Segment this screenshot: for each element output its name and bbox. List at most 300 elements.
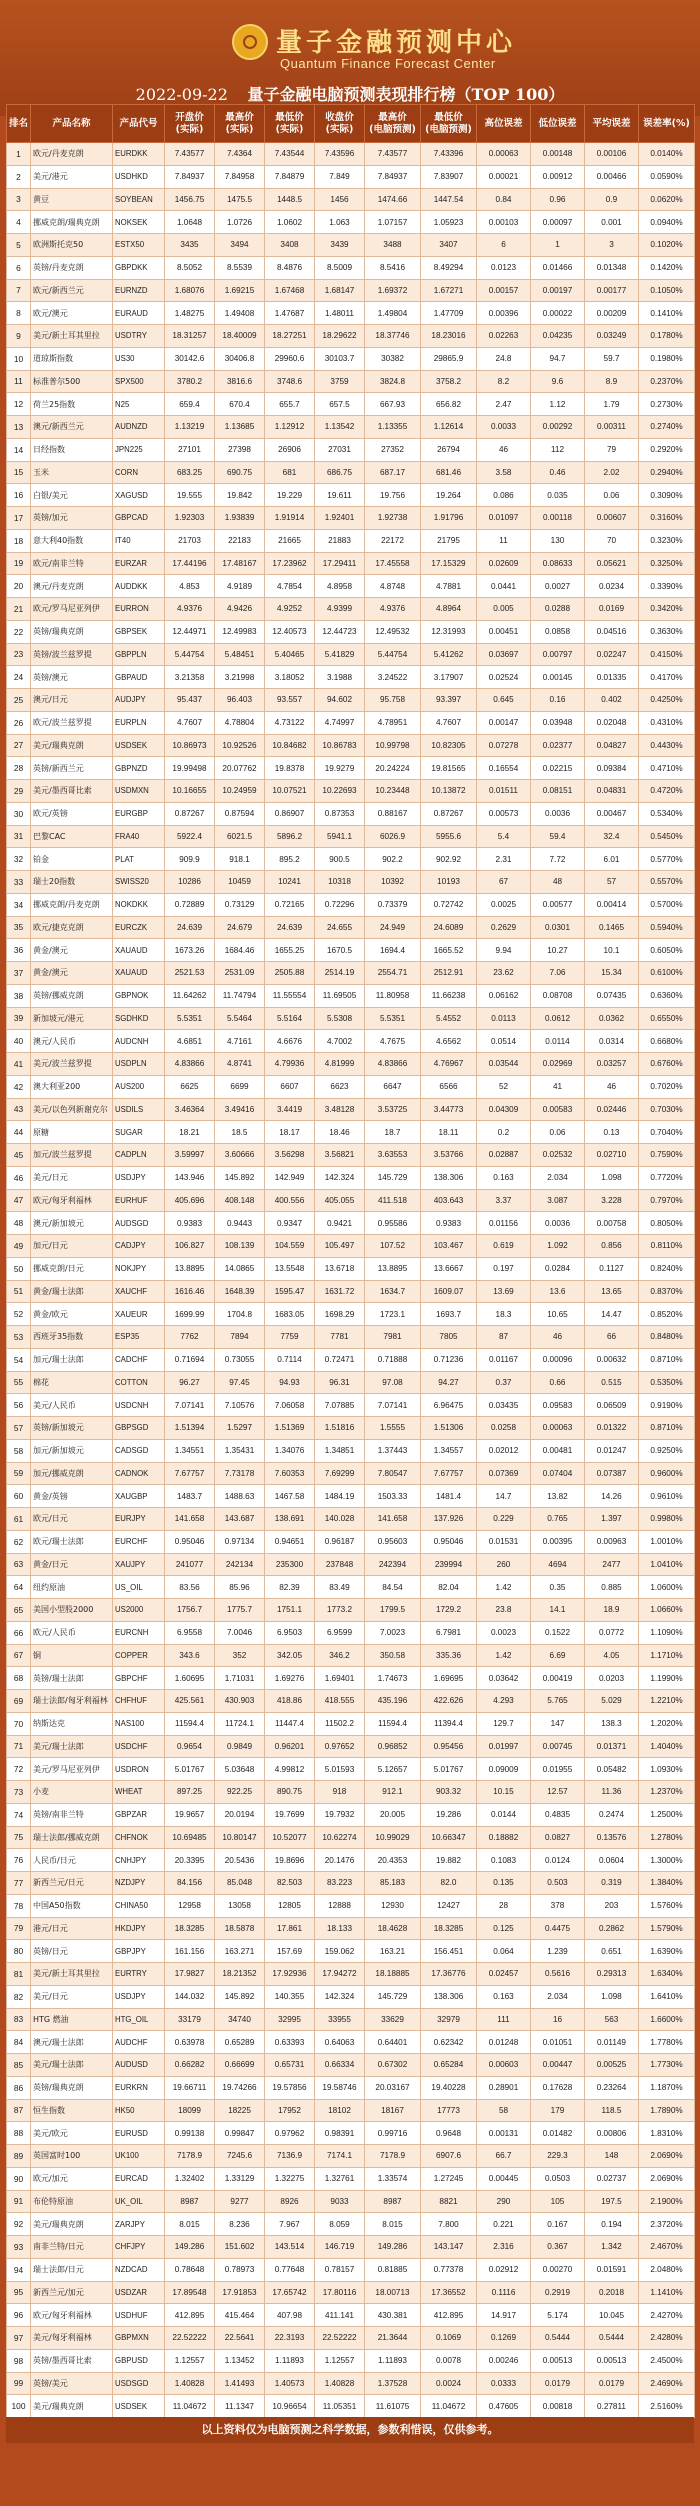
- table-cell: 0.04516: [585, 620, 639, 643]
- table-cell: 恒生指数: [31, 2099, 113, 2122]
- table-cell: 1.3000%: [639, 1849, 695, 1872]
- table-cell: 19.7699: [265, 1803, 315, 1826]
- table-cell: 3.37: [477, 1189, 531, 1212]
- table-cell: 32979: [421, 2008, 477, 2031]
- table-cell: 3.18052: [265, 666, 315, 689]
- table-cell: 67: [7, 1644, 31, 1667]
- table-cell: 0.1050%: [639, 279, 695, 302]
- table-cell: 1.07157: [365, 211, 421, 234]
- table-cell: 新西兰元/日元: [31, 1872, 113, 1895]
- table-row: [7, 1394, 695, 1417]
- table-cell: 0.01955: [531, 1758, 585, 1781]
- table-cell: 4.8741: [215, 1053, 265, 1076]
- table-row: [7, 461, 695, 484]
- table-cell: 英镑/加元: [31, 507, 113, 530]
- table-cell: 342.05: [265, 1644, 315, 1667]
- table-cell: 430.903: [215, 1690, 265, 1713]
- table-cell: 0.02446: [585, 1098, 639, 1121]
- table-cell: 83: [7, 2008, 31, 2031]
- table-cell: 18.5878: [215, 1917, 265, 1940]
- table-cell: 1799.5: [365, 1599, 421, 1622]
- table-row: [7, 666, 695, 689]
- table-cell: 22.5641: [215, 2327, 265, 2350]
- table-cell: 5.174: [531, 2304, 585, 2327]
- table-cell: 563: [585, 2008, 639, 2031]
- table-cell: 0.9600%: [639, 1462, 695, 1485]
- table-cell: 5.41262: [421, 643, 477, 666]
- table-cell: 352: [215, 1644, 265, 1667]
- table-cell: 18.21352: [215, 1963, 265, 1986]
- table-cell: 57: [585, 871, 639, 894]
- table-cell: 0.00246: [477, 2349, 531, 2372]
- table-row: [7, 734, 695, 757]
- table-cell: 0.8710%: [639, 1348, 695, 1371]
- table-cell: 1684.46: [215, 939, 265, 962]
- table-cell: 1456.75: [165, 188, 215, 211]
- table-cell: 2: [7, 165, 31, 188]
- table-cell: 0.0441: [477, 575, 531, 598]
- table-cell: 0.3230%: [639, 529, 695, 552]
- table-cell: 3748.6: [265, 370, 315, 393]
- table-cell: 铂金: [31, 848, 113, 871]
- table-cell: 0.7720%: [639, 1166, 695, 1189]
- table-cell: 10.92526: [215, 734, 265, 757]
- table-cell: 3824.8: [365, 370, 421, 393]
- table-cell: 0.78648: [165, 2258, 215, 2281]
- table-cell: 85.048: [215, 1872, 265, 1895]
- table-row: [7, 2167, 695, 2190]
- table-cell: 18099: [165, 2099, 215, 2122]
- table-cell: 美元/日元: [31, 1985, 113, 2008]
- table-cell: 0.17628: [531, 2076, 585, 2099]
- table-cell: 24.8: [477, 347, 531, 370]
- table-cell: 10.82305: [421, 734, 477, 757]
- table-cell: 0.6760%: [639, 1053, 695, 1076]
- table-cell: 17.36776: [421, 1963, 477, 1986]
- table-cell: 0.8240%: [639, 1257, 695, 1280]
- table-cell: SUGAR: [113, 1121, 165, 1144]
- table-cell: 英镑/瑞典克朗: [31, 620, 113, 643]
- table-cell: 6.9503: [265, 1621, 315, 1644]
- table-row: [7, 2236, 695, 2259]
- table-cell: 美元/瑞典克朗: [31, 734, 113, 757]
- table-cell: 75: [7, 1826, 31, 1849]
- table-cell: USDTRY: [113, 325, 165, 348]
- table-cell: SPX500: [113, 370, 165, 393]
- table-row: [7, 962, 695, 985]
- table-cell: 435.196: [365, 1690, 421, 1713]
- table-cell: 10.52077: [265, 1826, 315, 1849]
- table-cell: 0.88167: [365, 802, 421, 825]
- table-cell: 0.4150%: [639, 643, 695, 666]
- table-cell: 0.09009: [477, 1758, 531, 1781]
- table-row: [7, 1417, 695, 1440]
- table-cell: 1.92303: [165, 507, 215, 530]
- table-cell: 20.07762: [215, 757, 265, 780]
- table-cell: 7894: [215, 1326, 265, 1349]
- table-cell: 2.0480%: [639, 2258, 695, 2281]
- table-row: [7, 279, 695, 302]
- table-cell: 1.0726: [215, 211, 265, 234]
- table-cell: 5.029: [585, 1690, 639, 1713]
- table-cell: 8.015: [165, 2213, 215, 2236]
- table-cell: NAS100: [113, 1712, 165, 1735]
- table-cell: 0.3090%: [639, 484, 695, 507]
- table-row: [7, 1781, 695, 1804]
- table-cell: 美元/瑞典克朗: [31, 2213, 113, 2236]
- table-cell: 0.4170%: [639, 666, 695, 689]
- table-cell: 0.00466: [585, 165, 639, 188]
- table-cell: SGDHKD: [113, 1007, 165, 1030]
- table-row: [7, 1621, 695, 1644]
- table-cell: 20.3395: [165, 1849, 215, 1872]
- table-cell: 4.9399: [315, 598, 365, 621]
- table-row: [7, 1280, 695, 1303]
- table-cell: 69: [7, 1690, 31, 1713]
- table-cell: 4.8748: [365, 575, 421, 598]
- table-cell: 0.73055: [215, 1348, 265, 1371]
- table-cell: 12.31993: [421, 620, 477, 643]
- table-cell: 0.00103: [477, 211, 531, 234]
- table-cell: 1729.2: [421, 1599, 477, 1622]
- table-cell: 0.0169: [585, 598, 639, 621]
- table-cell: 1756.7: [165, 1599, 215, 1622]
- table-cell: 18.00713: [365, 2281, 421, 2304]
- table-row: [7, 1508, 695, 1531]
- table-cell: 英镑/挪威克朗: [31, 984, 113, 1007]
- table-cell: 1.098: [585, 1985, 639, 2008]
- table-cell: FRA40: [113, 825, 165, 848]
- table-cell: 0.9648: [421, 2122, 477, 2145]
- table-cell: 3435: [165, 234, 215, 257]
- table-cell: 405.055: [315, 1189, 365, 1212]
- table-cell: 0.00513: [531, 2349, 585, 2372]
- table-row: [7, 1189, 695, 1212]
- table-cell: 6607: [265, 1075, 315, 1098]
- table-cell: 687.17: [365, 461, 421, 484]
- table-row: [7, 2145, 695, 2168]
- table-cell: 17.65742: [265, 2281, 315, 2304]
- table-cell: 18.18885: [365, 1963, 421, 1986]
- table-cell: 7.73178: [215, 1462, 265, 1485]
- table-cell: 6.69: [531, 1644, 585, 1667]
- table-cell: 0.167: [531, 2213, 585, 2236]
- table-cell: 3488: [365, 234, 421, 257]
- table-cell: SOYBEAN: [113, 188, 165, 211]
- table-cell: 260: [477, 1553, 531, 1576]
- table-cell: 美元/墨西哥比索: [31, 780, 113, 803]
- table-cell: 28: [477, 1894, 531, 1917]
- table-row: [7, 1326, 695, 1349]
- table-cell: 1.1990%: [639, 1667, 695, 1690]
- table-cell: 0.0314: [585, 1030, 639, 1053]
- table-cell: 0.7970%: [639, 1189, 695, 1212]
- table-cell: 1: [7, 143, 31, 166]
- table-cell: 6026.9: [365, 825, 421, 848]
- table-cell: 0.005: [477, 598, 531, 621]
- table-cell: 65: [7, 1599, 31, 1622]
- table-cell: 3.49416: [215, 1098, 265, 1121]
- table-cell: 1.0930%: [639, 1758, 695, 1781]
- table-cell: 1.12614: [421, 416, 477, 439]
- table-cell: 657.5: [315, 393, 365, 416]
- table-cell: 103.467: [421, 1235, 477, 1258]
- table-cell: 0.9980%: [639, 1508, 695, 1531]
- column-header: 平均误差: [585, 105, 639, 143]
- table-cell: 2505.88: [265, 962, 315, 985]
- table-cell: 英镑/瑞典克朗: [31, 2076, 113, 2099]
- table-cell: 13058: [215, 1894, 265, 1917]
- table-cell: 7.69299: [315, 1462, 365, 1485]
- table-cell: 0.06162: [477, 984, 531, 1007]
- table-cell: 84: [7, 2031, 31, 2054]
- table-cell: 96: [7, 2304, 31, 2327]
- table-cell: 11.1347: [215, 2395, 265, 2418]
- table-cell: 2.034: [531, 1166, 585, 1189]
- table-cell: 95.437: [165, 689, 215, 712]
- table-cell: 77: [7, 1872, 31, 1895]
- table-cell: EURRON: [113, 598, 165, 621]
- table-cell: 0.87267: [421, 802, 477, 825]
- table-cell: 4.9376: [165, 598, 215, 621]
- table-cell: AUDUSD: [113, 2054, 165, 2077]
- table-cell: 0.0940%: [639, 211, 695, 234]
- disclaimer: 以上资料仅为电脑预测之科学数据，参数利惜误，仅供参考。: [6, 2417, 694, 2443]
- table-cell: 0.9654: [165, 1735, 215, 1758]
- table-cell: 78: [7, 1894, 31, 1917]
- table-cell: 1.69401: [315, 1667, 365, 1690]
- table-cell: 0.01371: [585, 1735, 639, 1758]
- table-cell: XAUGBP: [113, 1485, 165, 1508]
- table-cell: 14.917: [477, 2304, 531, 2327]
- table-cell: 0.3390%: [639, 575, 695, 598]
- table-cell: 19.555: [165, 484, 215, 507]
- table-cell: 13.6: [531, 1280, 585, 1303]
- table-cell: EURCHF: [113, 1530, 165, 1553]
- table-cell: 0.99847: [215, 2122, 265, 2145]
- table-cell: 6566: [421, 1075, 477, 1098]
- table-cell: 10.13872: [421, 780, 477, 803]
- table-cell: 1.33129: [215, 2167, 265, 2190]
- table-cell: 1.12912: [265, 416, 315, 439]
- table-cell: 79: [585, 438, 639, 461]
- table-row: [7, 165, 695, 188]
- column-header: 最低价 (电脑预测): [421, 105, 477, 143]
- table-cell: 6.7981: [421, 1621, 477, 1644]
- table-cell: 3759: [315, 370, 365, 393]
- table-cell: 英国富时100: [31, 2145, 113, 2168]
- column-header: 高位误差: [477, 105, 531, 143]
- table-cell: 英镑/瑞士法郎: [31, 1667, 113, 1690]
- table-cell: 9.94: [477, 939, 531, 962]
- table-row: [7, 2008, 695, 2031]
- table-cell: 0.7030%: [639, 1098, 695, 1121]
- table-cell: 18.31257: [165, 325, 215, 348]
- table-cell: 3439: [315, 234, 365, 257]
- table-cell: 美元/波兰兹罗提: [31, 1053, 113, 1076]
- table-cell: 918.1: [215, 848, 265, 871]
- table-cell: 27101: [165, 438, 215, 461]
- table-cell: 897.25: [165, 1781, 215, 1804]
- table-cell: 4.7002: [315, 1030, 365, 1053]
- table-cell: 0.001: [585, 211, 639, 234]
- table-cell: 895.2: [265, 848, 315, 871]
- table-cell: 美元/日元: [31, 1166, 113, 1189]
- table-cell: 3408: [265, 234, 315, 257]
- table-cell: 17.9827: [165, 1963, 215, 1986]
- table-cell: 加元/瑞士法郎: [31, 1348, 113, 1371]
- table-cell: 欧元/丹麦克朗: [31, 143, 113, 166]
- table-cell: 97.08: [365, 1371, 421, 1394]
- table-cell: 46: [477, 438, 531, 461]
- table-cell: 1.0648: [165, 211, 215, 234]
- table-cell: 0.00147: [477, 711, 531, 734]
- table-cell: 0.00818: [531, 2395, 585, 2418]
- table-cell: 26794: [421, 438, 477, 461]
- table-cell: 0.1410%: [639, 302, 695, 325]
- table-cell: 20.005: [365, 1803, 421, 1826]
- table-cell: 17.80116: [315, 2281, 365, 2304]
- table-cell: 0.00745: [531, 1735, 585, 1758]
- table-cell: 0.72296: [315, 893, 365, 916]
- column-header: 排名: [7, 105, 31, 143]
- table-cell: 9.6: [531, 370, 585, 393]
- table-cell: 0.619: [477, 1235, 531, 1258]
- table-cell: 26906: [265, 438, 315, 461]
- table-cell: 0.00451: [477, 620, 531, 643]
- table-cell: 690.75: [215, 461, 265, 484]
- table-cell: 澳元/新西兰元: [31, 416, 113, 439]
- report-date: 2022-09-22: [135, 85, 228, 104]
- table-cell: 144.032: [165, 1985, 215, 2008]
- table-cell: 0.9383: [165, 1212, 215, 1235]
- table-cell: 0.1522: [531, 1621, 585, 1644]
- table-cell: 415.464: [215, 2304, 265, 2327]
- table-cell: 0.97962: [265, 2122, 315, 2145]
- table-cell: 18.40009: [215, 325, 265, 348]
- table-cell: 197.5: [585, 2190, 639, 2213]
- table-cell: 0.163: [477, 1985, 531, 2008]
- table-cell: 88: [7, 2122, 31, 2145]
- table-cell: HTG 燃油: [31, 2008, 113, 2031]
- table-cell: 0.2018: [585, 2281, 639, 2304]
- table-cell: 0.0027: [531, 575, 585, 598]
- table-cell: 2.4280%: [639, 2327, 695, 2350]
- table-cell: ESTX50: [113, 234, 165, 257]
- table-cell: 411.518: [365, 1189, 421, 1212]
- table-cell: NZDJPY: [113, 1872, 165, 1895]
- table-cell: GBPNZD: [113, 757, 165, 780]
- table-cell: 1.69215: [215, 279, 265, 302]
- table-cell: 93.397: [421, 689, 477, 712]
- table-cell: SWISS20: [113, 871, 165, 894]
- table-row: [7, 984, 695, 1007]
- table-cell: 0.02247: [585, 643, 639, 666]
- table-cell: 4.853: [165, 575, 215, 598]
- table-cell: 1.1090%: [639, 1621, 695, 1644]
- table-cell: 1.34551: [165, 1439, 215, 1462]
- table-cell: 18.21: [165, 1121, 215, 1144]
- table-cell: 1467.58: [265, 1485, 315, 1508]
- table-cell: 13.6718: [315, 1257, 365, 1280]
- table-cell: CADNOK: [113, 1462, 165, 1485]
- table-cell: 道琼斯指数: [31, 347, 113, 370]
- table-cell: 5922.4: [165, 825, 215, 848]
- table-cell: 22183: [215, 529, 265, 552]
- table-cell: GBPMXN: [113, 2327, 165, 2350]
- table-cell: 2521.53: [165, 962, 215, 985]
- table-cell: 681: [265, 461, 315, 484]
- table-cell: 0.01335: [585, 666, 639, 689]
- table-cell: 130: [531, 529, 585, 552]
- table-cell: 1.2020%: [639, 1712, 695, 1735]
- table-cell: 2.4500%: [639, 2349, 695, 2372]
- table-cell: 1.41493: [215, 2372, 265, 2395]
- table-cell: 138.306: [421, 1166, 477, 1189]
- table-cell: 巴黎CAC: [31, 825, 113, 848]
- table-cell: 5.12657: [365, 1758, 421, 1781]
- table-cell: 0.65284: [421, 2054, 477, 2077]
- table-cell: 11.74794: [215, 984, 265, 1007]
- table-cell: 0.5450%: [639, 825, 695, 848]
- report-heading: 量子金融电脑预测表现排行榜（TOP 100）: [247, 85, 565, 104]
- table-cell: NOKDKK: [113, 893, 165, 916]
- table-cell: 0.00096: [531, 1348, 585, 1371]
- table-cell: 6625: [165, 1075, 215, 1098]
- table-cell: 5.4: [477, 825, 531, 848]
- table-cell: 63: [7, 1553, 31, 1576]
- table-cell: 20.0194: [215, 1803, 265, 1826]
- table-cell: 1595.47: [265, 1280, 315, 1303]
- table-cell: USDPLN: [113, 1053, 165, 1076]
- table-cell: 6.01: [585, 848, 639, 871]
- table-cell: 0.0203: [585, 1667, 639, 1690]
- table-cell: 加元/新加坡元: [31, 1439, 113, 1462]
- table-cell: 0.4310%: [639, 711, 695, 734]
- table-cell: 0.0033: [477, 416, 531, 439]
- table-cell: 4.7675: [365, 1030, 421, 1053]
- table-cell: 0.29313: [585, 1963, 639, 1986]
- table-cell: 10.99798: [365, 734, 421, 757]
- table-row: [7, 848, 695, 871]
- table-row: [7, 1235, 695, 1258]
- table-cell: 澳元/人民币: [31, 1030, 113, 1053]
- table-cell: 0.7114: [265, 1348, 315, 1371]
- table-cell: 2.1900%: [639, 2190, 695, 2213]
- table-cell: 1.67271: [421, 279, 477, 302]
- table-cell: 0.98391: [315, 2122, 365, 2145]
- table-cell: GBPAUD: [113, 666, 165, 689]
- table-cell: USDSEK: [113, 2395, 165, 2418]
- table-cell: 3494: [215, 234, 265, 257]
- table-row: [7, 643, 695, 666]
- table-cell: 35: [7, 916, 31, 939]
- table-cell: 143.514: [265, 2236, 315, 2259]
- table-cell: 145.729: [365, 1985, 421, 2008]
- table-row: [7, 1758, 695, 1781]
- table-cell: 4.7607: [165, 711, 215, 734]
- table-cell: 1475.5: [215, 188, 265, 211]
- table-cell: 2531.09: [215, 962, 265, 985]
- table-cell: 30142.6: [165, 347, 215, 370]
- table-cell: 7.84937: [365, 165, 421, 188]
- table-cell: 0.00063: [531, 1417, 585, 1440]
- table-cell: 0.135: [477, 1872, 531, 1895]
- table-cell: 10.66347: [421, 1826, 477, 1849]
- table-cell: 13.82: [531, 1485, 585, 1508]
- table-cell: 1.34076: [265, 1439, 315, 1462]
- table-cell: 0.2920%: [639, 438, 695, 461]
